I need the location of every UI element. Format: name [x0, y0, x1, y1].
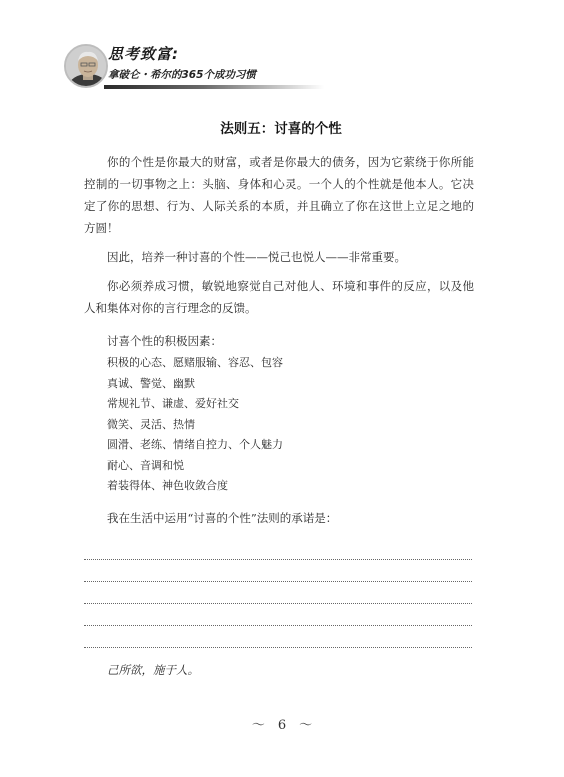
list-item: 微笑、灵活、热情 — [107, 417, 195, 431]
running-header — [58, 40, 328, 96]
writing-line[interactable] — [84, 538, 472, 560]
paragraph: 因此，培养一种讨喜的个性——悦己也悦人——非常重要。 — [107, 250, 406, 264]
motto: 己所欲，施于人。 — [107, 662, 199, 677]
trait-list — [84, 353, 474, 497]
header-rule — [104, 85, 324, 89]
author-portrait — [64, 44, 108, 88]
writing-line[interactable] — [84, 604, 472, 626]
writing-line[interactable] — [84, 626, 472, 648]
traits-heading: 讨喜个性的积极因素： — [107, 334, 222, 348]
list-item: 常规礼节、谦虚、爱好社交 — [107, 397, 239, 410]
list-item: 真诚、警觉、幽默 — [107, 376, 195, 390]
page-content — [84, 117, 474, 680]
writing-line[interactable] — [84, 560, 472, 582]
paragraph: 你必须养成习惯，敏锐地察觉自己对他人、环境和事件的反应，以及他人和集体对你的言行理念的反馈。 — [84, 279, 474, 315]
book-title: 思考致富: — [108, 45, 179, 63]
list-item: 圆滑、老练、情绪自控力、个人魅力 — [107, 438, 283, 451]
list-item: 耐心、音调和悦 — [107, 458, 184, 472]
book-subtitle: 拿破仑・希尔的365个成功习惯 — [108, 69, 256, 81]
pledge-prompt: 我在生活中运用“讨喜的个性”法则的承诺是： — [107, 510, 338, 525]
writing-line[interactable] — [84, 582, 472, 604]
page-number: ～ 6 ～ — [251, 718, 313, 733]
section-title: 法则五：讨喜的个性 — [220, 121, 342, 137]
paragraph: 你的个性是你最大的财富，或者是你最大的债务，因为它萦绕于你所能控制的一切事物之上：头脑、身体和心灵。一个人的个性就是他本人。它决定了你的思想、行为、人际关系的本质，并且确立了你在这世上立足之地的方圆！ — [84, 155, 474, 235]
list-item: 积极的心态、愿赌服输、容忍、包容 — [107, 356, 283, 369]
list-item: 着装得体、神色收敛合度 — [107, 479, 228, 492]
